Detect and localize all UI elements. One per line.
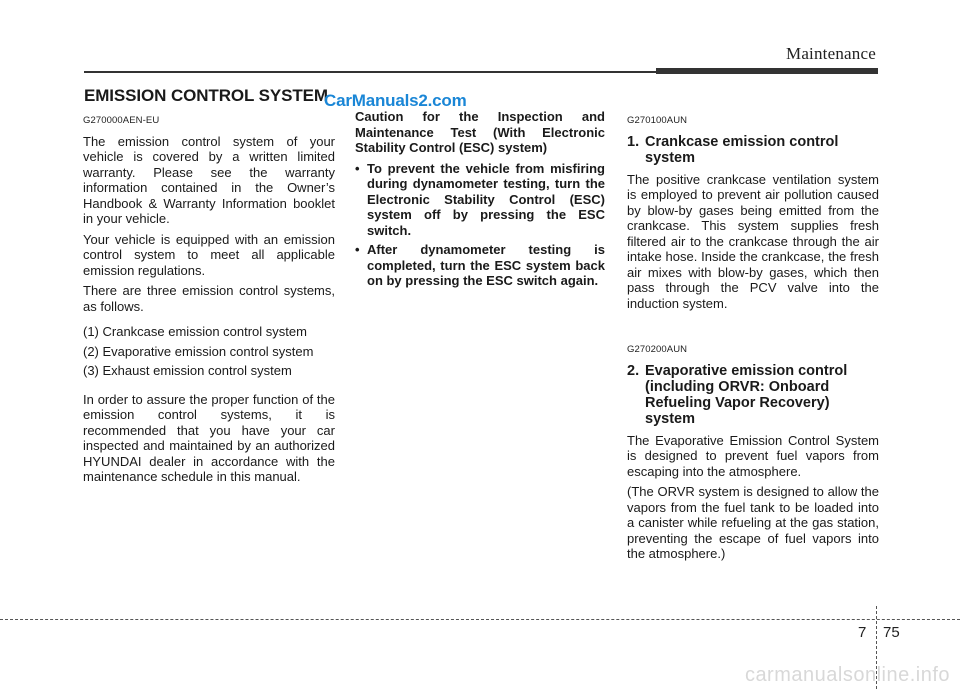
paragraph: The positive crankcase ventilation system is employed to prevent air pollution caused by blow-by gases being emitted from the crankcase. This system supplies fresh filtered air to the crankcase through the air intake hose. Inside the crankcase, the fresh air mixes with blow-by gases, which then pass through the PCV valve into the induction system. <box>627 171 879 311</box>
section-code: G270000AEN-EU <box>83 115 160 126</box>
footer-rule <box>0 619 960 620</box>
section-name: Maintenance <box>786 44 876 63</box>
bullet-item <box>355 161 605 239</box>
column-middle <box>355 109 605 289</box>
section-title: Evaporative emission control (including ORVR: Onboard Refueling Vapor Recovery) system <box>645 362 848 427</box>
section-code: G270200AUN <box>627 344 688 355</box>
section-title: Crankcase emission control system <box>645 133 839 166</box>
bullet-text: After dynamometer testing is completed, turn the ESC system back on by pressing the ESC switch again. <box>367 242 605 288</box>
page-number: 75 <box>883 624 900 641</box>
column-left <box>83 109 335 490</box>
section-number: 2. <box>627 362 640 379</box>
paragraph: In order to assure the proper function of the emission control systems, it is recommended that you have your car inspected and maintained by an authorized HYUNDAI dealer in accordance with the maintenance schedule in this manual. <box>83 391 335 484</box>
paragraph: Your vehicle is equipped with an emission control system to meet all applicable emission regulations. <box>83 231 335 278</box>
systems-list <box>83 324 335 379</box>
watermark-carmanualsonline: carmanualsonline.info <box>744 664 950 686</box>
section-code: G270100AUN <box>627 115 688 126</box>
chapter-title: EMISSION CONTROL SYSTEM <box>84 86 328 105</box>
bullet-item <box>355 242 605 289</box>
paragraph: There are three emission control systems, as follows. <box>83 283 335 314</box>
bullet-icon: • <box>355 160 360 176</box>
section-number: 1. <box>627 133 640 150</box>
list-item: (3) Exhaust emission control system <box>83 363 292 378</box>
section-heading <box>627 134 879 166</box>
paragraph: (The ORVR system is designed to allow the vapors from the fuel tank to be loaded into a canister while refueling at the gas station, preventing the escape of fuel vapors into the atmosphere.) <box>627 484 879 561</box>
section-heading <box>627 363 879 427</box>
bullet-icon: • <box>355 242 360 257</box>
paragraph: The emission control system of your vehicle is covered by a written limited warranty. Please see the warranty information contained in the Owner’s Handbook & Warranty Information booklet in your vehicle. <box>83 133 335 226</box>
spacer <box>627 316 879 338</box>
list-item: (1) Crankcase emission control system <box>83 324 307 339</box>
bullet-text: To prevent the vehicle from misfiring during dynamometer testing, turn the Electronic Stability Control (ESC) system off by pressing the ESC switch. <box>367 160 605 238</box>
paragraph: The Evaporative Emission Control System is designed to prevent fuel vapors from escaping into the atmosphere. <box>627 432 879 479</box>
list-item: (2) Evaporative emission control system <box>83 343 314 359</box>
caution-heading: Caution for the Inspection and Maintenance Test (With Electronic Stability Control (ESC) system) <box>355 109 605 155</box>
header-rule <box>84 71 656 73</box>
column-right <box>627 109 879 567</box>
watermark-carmanuals: CarManuals2.com <box>324 91 467 110</box>
chapter-number: 7 <box>858 624 867 641</box>
header-rule-thick <box>656 68 878 74</box>
